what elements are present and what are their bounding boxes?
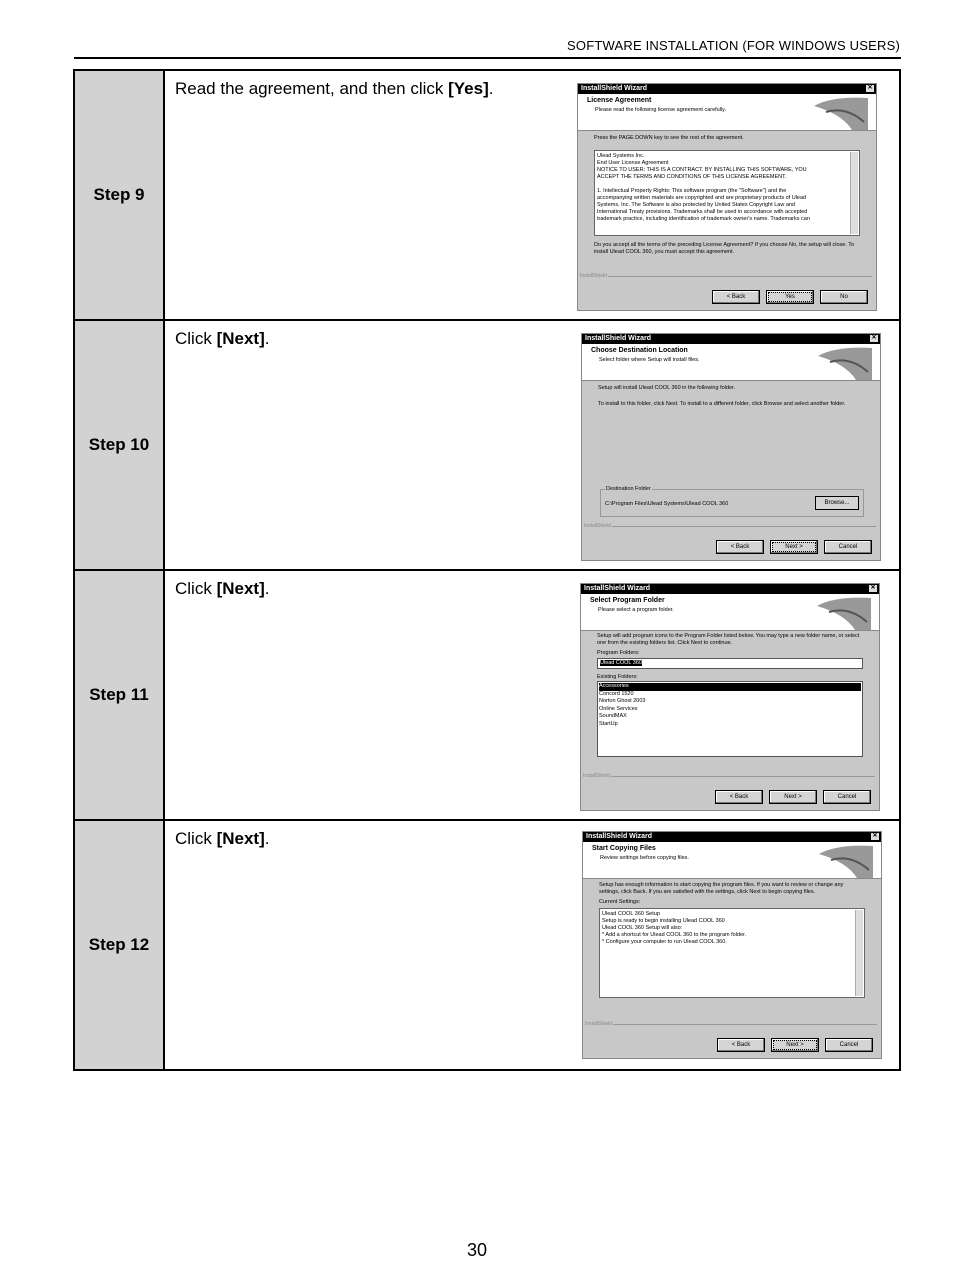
dialog-titlebar: InstallShield Wizard ✕ xyxy=(581,584,879,594)
wizard-art-icon xyxy=(816,346,874,380)
dialog-titlebar: InstallShield Wizard ✕ xyxy=(578,84,876,94)
cancel-button[interactable]: Cancel xyxy=(823,790,871,804)
step-instruction: Click [Next]. xyxy=(175,579,270,598)
destination-folder-group xyxy=(600,486,864,517)
installshield-label: InstallShield xyxy=(585,1021,612,1027)
dialog-header xyxy=(581,594,879,631)
dialog-titlebar: InstallShield Wizard ✕ xyxy=(583,832,881,842)
destination-path: C:\Program Files\Ulead Systems\Ulead COOL 360 xyxy=(605,501,729,507)
dialog-titlebar: InstallShield Wizard ✕ xyxy=(582,334,880,344)
wizard-art-icon xyxy=(817,844,875,878)
scrollbar[interactable] xyxy=(855,910,863,996)
program-folder-input[interactable]: Ulead COOL 360 xyxy=(597,658,863,669)
dialog-heading: Choose Destination Location xyxy=(591,347,688,354)
program-folder-dialog xyxy=(580,583,880,811)
list-item[interactable]: Norton Ghost 2003 xyxy=(599,698,646,704)
wizard-art-icon xyxy=(812,96,870,130)
dialog-body xyxy=(578,131,876,260)
current-settings-box[interactable]: Ulead COOL 360 Setup Setup is ready to begin installing Ulead COOL 360 Ulead COOL 360 Setup will also: * Add a shortcut for Ulead COOL 360 to the program folder. * Configure your computer to run Ulead COOL 360. xyxy=(599,908,865,998)
yes-button[interactable]: Yes xyxy=(766,290,814,304)
step-content xyxy=(164,820,900,1070)
close-icon[interactable]: ✕ xyxy=(870,585,876,591)
divider xyxy=(612,526,876,527)
back-button[interactable]: < Back xyxy=(712,290,760,304)
dialog-heading: License Agreement xyxy=(587,97,652,104)
step-instruction: Read the agreement, and then click [Yes]. xyxy=(175,79,494,98)
step-instruction: Click [Next]. xyxy=(175,329,270,348)
cancel-button[interactable]: Cancel xyxy=(824,540,872,554)
dialog-header xyxy=(578,94,876,131)
dialog-subheading: Please select a program folder. xyxy=(598,607,674,613)
dialog-text: Setup will install Ulead COOL 360 in the following folder. xyxy=(598,385,736,391)
steps-table xyxy=(73,69,901,1071)
step-content xyxy=(164,570,900,820)
dialog-text: Press the PAGE DOWN key to see the rest of the agreement. xyxy=(594,135,744,141)
browse-button[interactable]: Browse... xyxy=(815,496,859,510)
dialog-body xyxy=(582,381,880,412)
dialog-header xyxy=(583,842,881,879)
list-item[interactable]: Accessories xyxy=(599,683,861,691)
step-row-12 xyxy=(74,820,900,1070)
dialog-body xyxy=(583,879,881,1008)
installshield-label: InstallShield xyxy=(583,773,610,779)
next-button[interactable]: Next > xyxy=(771,1038,819,1052)
destination-location-dialog xyxy=(581,333,881,561)
program-folders-label: Program Folders: xyxy=(597,650,640,656)
close-icon[interactable]: ✕ xyxy=(867,85,873,91)
back-button[interactable]: < Back xyxy=(716,540,764,554)
next-button[interactable]: Next > xyxy=(769,790,817,804)
license-agreement-dialog xyxy=(577,83,877,311)
list-item[interactable]: Online Services xyxy=(599,705,638,712)
dialog-subheading: Review settings before copying files. xyxy=(600,855,689,861)
no-button[interactable]: No xyxy=(820,290,868,304)
wizard-art-icon xyxy=(815,596,873,630)
close-icon[interactable]: ✕ xyxy=(872,833,878,839)
list-item[interactable]: StartUp xyxy=(599,720,618,727)
dialog-question: Do you accept all the terms of the preceding License Agreement? If you choose No, the setup will close. To install Ulead COOL 360, you must accept this agreement. xyxy=(594,242,855,255)
step-row-10 xyxy=(74,320,900,570)
dialog-text: Setup has enough information to start copying the program files. If you want to review or change any settings, click Back. If you are satisfied with the settings, click Next to begin copying files. xyxy=(599,882,844,895)
dialog-text: Setup will add program icons to the Program Folder listed below. You may type a new folder name, or select one from the existing folders list. Click Next to continue. xyxy=(597,633,860,646)
back-button[interactable]: < Back xyxy=(715,790,763,804)
dialog-text: To install to this folder, click Next. To install to a different folder, click Browse and select another folder. xyxy=(598,401,846,407)
group-label: Destination Folder xyxy=(606,486,651,492)
dialog-heading: Start Copying Files xyxy=(592,845,656,852)
dialog-header xyxy=(582,344,880,381)
license-textbox[interactable]: Ulead Systems Inc. End User License Agreement NOTICE TO USER: THIS IS A CONTRACT. BY INSTALLING THIS SOFTWARE, YOU ACCEPT THE TERMS AND CONDITIONS OF THIS LICENSE AGREEMENT. 1. Intellectual Property Rights: This software program (the "Software") and the accompanying written materials are copyrighted and are proprietary products of Ulead Systems, Inc. The Software is also protected by United States Copyright Law and International Treaty provisions. Trademarks shall be used in accordance with accepted trademark practice, including identification of trademark owner's name. Trademarks can xyxy=(594,150,860,236)
dialog-subheading: Please read the following license agreement carefully. xyxy=(595,107,727,113)
existing-folders-list[interactable] xyxy=(597,681,863,757)
installshield-label: InstallShield xyxy=(584,523,611,529)
header-rule xyxy=(74,57,901,59)
divider xyxy=(611,776,875,777)
start-copying-dialog xyxy=(582,831,882,1059)
page-number: 30 xyxy=(466,1240,488,1260)
list-item[interactable]: SoundMAX xyxy=(599,713,627,719)
step-label: Step 11 xyxy=(74,570,164,820)
step-content xyxy=(164,70,900,320)
divider xyxy=(613,1024,877,1025)
close-icon[interactable]: ✕ xyxy=(871,335,877,341)
existing-folders-label: Existing Folders: xyxy=(597,674,638,680)
current-settings-label: Current Settings: xyxy=(599,899,641,905)
cancel-button[interactable]: Cancel xyxy=(825,1038,873,1052)
installshield-label: InstallShield xyxy=(580,273,607,279)
step-content xyxy=(164,320,900,570)
step-row-9 xyxy=(74,70,900,320)
step-label: Step 10 xyxy=(74,320,164,570)
dialog-heading: Select Program Folder xyxy=(590,597,665,604)
step-label: Step 9 xyxy=(74,70,164,320)
scrollbar[interactable] xyxy=(850,152,858,234)
step-row-11 xyxy=(74,570,900,820)
dialog-body xyxy=(581,631,879,761)
step-instruction: Click [Next]. xyxy=(175,829,270,848)
divider xyxy=(608,276,872,277)
next-button[interactable]: Next > xyxy=(770,540,818,554)
section-title: SOFTWARE INSTALLATION (FOR WINDOWS USERS) xyxy=(567,38,900,53)
dialog-subheading: Select folder where Setup will install files. xyxy=(599,357,700,363)
back-button[interactable]: < Back xyxy=(717,1038,765,1052)
list-item[interactable]: Concord 1520 xyxy=(599,690,634,697)
step-label: Step 12 xyxy=(74,820,164,1070)
